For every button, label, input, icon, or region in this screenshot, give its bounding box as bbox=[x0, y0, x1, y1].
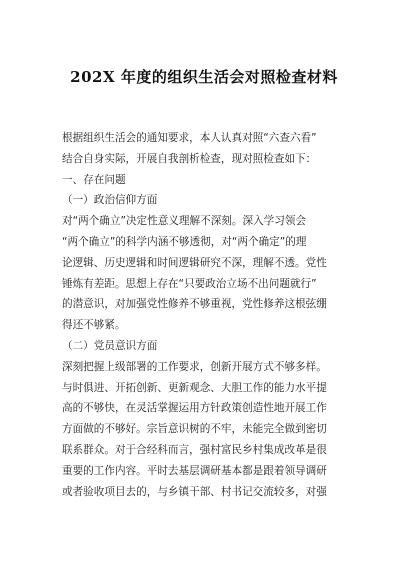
paragraph-line: 与时俱进、开拓创新、更新观念、大胆工作的能力水平提 bbox=[62, 381, 327, 394]
paragraph-line: 或者验收项目去的，与乡镇干部、村书记交流较多，对强 bbox=[62, 485, 327, 498]
paragraph-line: 深刻把握上级部署的工作要求，创新开展方式不够多样。 bbox=[62, 360, 327, 373]
paragraph-line: 的潜意识，对加强党性修养不够重视，党性修养这根弦绷 bbox=[62, 298, 327, 311]
paragraph-line: 结合自身实际，开展自我剖析检查，现对照检查如下： bbox=[62, 152, 317, 165]
paragraph-line: 锤炼有差距。思想上存在“只要政治立场不出问题就行” bbox=[62, 277, 317, 290]
paragraph-line: 论逻辑、历史逻辑和时间逻辑研究不深，理解不透。党性 bbox=[62, 256, 327, 269]
paragraph-line: 方面做的不够好。宗旨意识树的不牢，未能完全做到密切 bbox=[62, 423, 327, 436]
subsection-heading: （二）党员意识方面 bbox=[62, 339, 158, 352]
document-body bbox=[62, 128, 352, 502]
paragraph-line: 根据组织生活会的通知要求，本人认真对照“六查六看” bbox=[62, 132, 317, 144]
subsection-heading: （一）政治信仰方面 bbox=[62, 194, 158, 207]
paragraph-line: 得还不够紧。 bbox=[62, 319, 126, 332]
paragraph-line: 高的不够快，在灵活掌握运用方针政策创造性地开展工作 bbox=[62, 402, 327, 415]
paragraph-line: “两个确立”的科学内涵不够透彻，对“两个确定”的理 bbox=[62, 235, 307, 248]
paragraph-line: 联系群众。对于合经科而言，强村富民乡村集成改革是很 bbox=[62, 443, 327, 456]
paragraph-line: 重要的工作内容。平时去基层调研基本都是跟着领导调研 bbox=[62, 464, 327, 477]
paragraph-line: 对“两个确立”决定性意义理解不深刻。深入学习领会 bbox=[62, 215, 307, 228]
document-title: 202X 年度的组织生活会对照检查材料 bbox=[70, 68, 338, 86]
section-heading: 一、存在问题 bbox=[62, 173, 126, 186]
